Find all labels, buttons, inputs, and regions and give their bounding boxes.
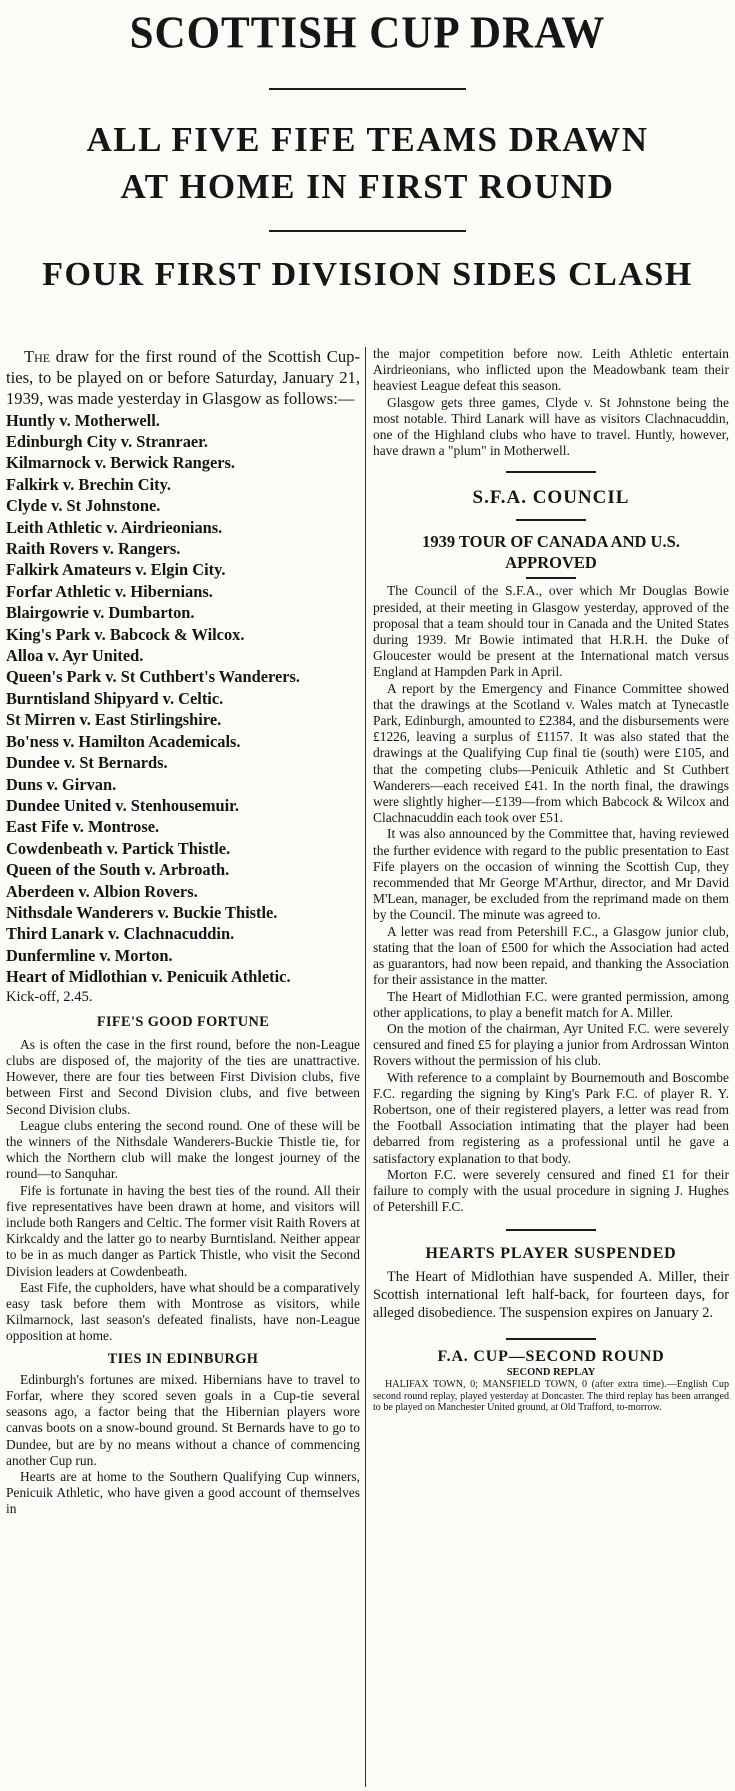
continuation-paragraph: the major competition before now. Leith Athletic entertain Airdrieonians, who inflicted upon the Meadowbank team their heaviest League defeat this season. <box>373 346 729 394</box>
headline: SCOTTISH CUP DRAW <box>129 8 606 59</box>
headline-rule <box>269 88 466 90</box>
facup-paragraph: HALIFAX TOWN, 0; MANSFIELD TOWN, 0 (after extra time).—English Cup second round replay, played yesterday at Doncaster. The third replay has been arranged to be played on Manchester United ground, at Old Trafford, to-morrow. <box>373 1379 729 1414</box>
sfa-paragraph: Morton F.C. were severely censured and fined £1 for their failure to comply with the usual procedure in signing J. Hughes of Petershill F.C. <box>373 1166 729 1215</box>
sfa-paragraph: A report by the Emergency and Finance Committee showed that the drawings at the Scotland v. Wales match at Tynecastle Park, Edinburgh, amounted to £2384, and the disbursements were £1226, leaving a surplus of £1157. It was also stated that the drawings at the Qualifying Cup final tie (south) were £105, and that the competing clubs—Penicuik Athletic and St Cuthbert Wanderers—each received £41. In the north final, the drawings were slightly higher—£139—from which Babcock & Wilcox and Clachnacuddin each took over £51. <box>373 680 729 826</box>
tie-item: Queen of the South v. Arbroath. <box>6 860 230 880</box>
tie-item: Third Lanark v. Clachnacuddin. <box>6 924 235 944</box>
sfa-paragraph: It was also announced by the Committee that, having reviewed the further evidence with regard to the public presentation to East Fife players on the occasion of winning the Scottish Cup, they recommended that Mr George M'Arthur, director, and Mr David M'Lean, manager, be excluded from the reprimand made on them by the Council. The minute was agreed to. <box>373 826 729 923</box>
right-column <box>373 346 729 1414</box>
fife-paragraph: East Fife, the cupholders, have what should be a comparatively easy task before them with Montrose as visitors, while Kilmarnock, last season's defeated finalists, have non-League opposition at home. <box>6 1279 360 1344</box>
sfa-article <box>373 583 729 1215</box>
tie-item: Burntisland Shipyard v. Celtic. <box>6 688 224 708</box>
sfa-bottom-rule <box>516 519 586 521</box>
tie-item: Kilmarnock v. Berwick Rangers. <box>6 453 235 473</box>
tie-item: Leith Athletic v. Airdrieonians. <box>6 517 223 537</box>
fife-paragraph: As is often the case in the first round, before the non-League clubs are disposed of, the majority of the ties are unattractive. However, there are four ties between First Division clubs, five between First and Second Division clubs, and five between Second Division clubs. <box>6 1036 360 1117</box>
ties-list <box>6 410 360 988</box>
intro-paragraph <box>6 346 360 410</box>
glasgow-paragraph: Glasgow gets three games, Clyde v. St Johnstone being the most notable. Third Lanark will have as visitors Clachnacuddin, one of the Highland clubs who have to travel. Huntly, however, have drawn a "plum" in Motherwell. <box>373 394 729 459</box>
tie-item: Dunfermline v. Morton. <box>6 945 173 965</box>
tie-item: King's Park v. Babcock & Wilcox. <box>6 624 245 644</box>
sfa-paragraph: The Heart of Midlothian F.C. were granted permission, among other applications, to play a benefit match for A. Miller. <box>373 988 729 1020</box>
sfa-subheading: 1939 TOUR OF CANADA AND U.S. APPROVED <box>422 532 680 573</box>
tie-item: Queen's Park v. St Cuthbert's Wanderers. <box>6 667 300 687</box>
tie-item: Blairgowrie v. Dumbarton. <box>6 603 195 623</box>
tie-item: Alloa v. Ayr United. <box>6 646 144 666</box>
tie-item: Duns v. Girvan. <box>6 774 117 794</box>
subheadline-1: ALL FIVE FIFE TEAMS DRAWN AT HOME IN FIRST ROUND <box>86 120 649 206</box>
sfa-paragraph: The Council of the S.F.A., over which Mr Douglas Bowie presided, at their meeting in Glasgow yesterday, approved of the proposal that a team should tour in Canada and the United States during 1939. Mr Bowie intimated that H.R.H. the Duke of Gloucester would be present at the International match versus England at Hampden Park in April. <box>373 583 729 680</box>
facup-heading: F.A. CUP—SECOND ROUND <box>437 1348 665 1366</box>
tie-item: Cowdenbeath v. Partick Thistle. <box>6 838 231 858</box>
tie-item: Heart of Midlothian v. Penicuik Athletic. <box>6 967 291 987</box>
hearts-suspended-paragraph: The Heart of Midlothian have suspended A. Miller, their Scottish international left half-back, for fourteen days, for alleged disobedience. The suspension expires on January 2. <box>373 1269 729 1321</box>
tie-item: Edinburgh City v. Stranraer. <box>6 432 209 452</box>
intro-text: draw for the first round of the Scottish Cup-ties, to be played on or before Saturday, January 21, 1939, was made yesterday in Glasgow as follows:— <box>6 347 360 409</box>
sfa-paragraph: A letter was read from Petershill F.C., a Glasgow junior club, stating that the loan of £500 for which the Association had acted as guarantors, had now been repaid, and thanking the Association for their assistance in the matter. <box>373 923 729 988</box>
tie-item: Falkirk Amateurs v. Elgin City. <box>6 560 226 580</box>
tie-item: Forfar Athletic v. Hibernians. <box>6 581 213 601</box>
sfa-top-rule <box>506 471 596 473</box>
tie-item: Dundee v. St Bernards. <box>6 753 168 773</box>
intro-lead-word: The <box>24 347 51 366</box>
subheadline-2: FOUR FIRST DIVISION SIDES CLASH <box>42 256 693 293</box>
fife-heading: FIFE'S GOOD FORTUNE <box>96 1013 270 1030</box>
edinburgh-heading: TIES IN EDINBURGH <box>107 1350 259 1367</box>
facup-top-rule <box>506 1338 596 1340</box>
tie-item: Huntly v. Motherwell. <box>6 410 160 430</box>
tie-item: Falkirk v. Brechin City. <box>6 474 171 494</box>
hearts-top-rule <box>506 1229 596 1231</box>
sfa-sub-rule <box>526 577 576 579</box>
left-column <box>6 346 360 1518</box>
sfa-paragraph: On the motion of the chairman, Ayr United F.C. were severely censured and fined £5 for playing a junior from Ardrossan Winton Rovers without the permission of his club. <box>373 1020 729 1069</box>
sfa-heading: S.F.A. COUNCIL <box>472 487 630 509</box>
fife-paragraph: Fife is fortunate in having the best ties of the round. All their five representatives have been drawn at home, and visitors will include both Rangers and Celtic. The former visit Raith Rovers at Kirkcaldy and the latter go to nearby Burntisland. Neither appear to be in as much danger as Partick Thistle, who visit the Second Division leaders at Cowdenbeath. <box>6 1182 360 1279</box>
column-divider <box>365 347 366 1787</box>
tie-item: Clyde v. St Johnstone. <box>6 496 161 516</box>
hearts-suspended-heading: HEARTS PLAYER SUSPENDED <box>425 1245 677 1263</box>
tie-item: St Mirren v. East Stirlingshire. <box>6 710 222 730</box>
tie-item: Aberdeen v. Albion Rovers. <box>6 881 198 901</box>
tie-item: Nithsdale Wanderers v. Buckie Thistle. <box>6 902 278 922</box>
tie-item: East Fife v. Montrose. <box>6 817 160 837</box>
hearts-home-paragraph: Hearts are at home to the Southern Qualifying Cup winners, Penicuik Athletic, who have given a good account of themselves in <box>6 1468 360 1517</box>
tie-item: Raith Rovers v. Rangers. <box>6 539 181 559</box>
tie-item: Bo'ness v. Hamilton Academicals. <box>6 731 241 751</box>
subheadline-rule <box>269 230 466 232</box>
tie-item: Dundee United v. Stenhousemuir. <box>6 795 240 815</box>
edinburgh-paragraph: Edinburgh's fortunes are mixed. Hibernians have to travel to Forfar, where they scored seven goals in a Cup-tie several seasons ago, a factor being that the Hibernian players wore canvas boots on a snow-bound ground. St Bernards have to go to Dundee, but are by no means without a chance of commencing another Cup run. <box>6 1371 360 1468</box>
fife-article <box>6 1037 360 1345</box>
facup-subheading: SECOND REPLAY <box>506 1367 596 1379</box>
sfa-paragraph: With reference to a complaint by Bournemouth and Boscombe F.C. regarding the signing by King's Park F.C. of player R. Y. Robertson, one of their registered players, a letter was read from the Football Association intimating that the player had been debarred from registering as a professional until he gave a satisfactory explanation to that body. <box>373 1069 729 1166</box>
fife-paragraph: League clubs entering the second round. One of these will be the winners of the Nithsdale Wanderers-Buckie Thistle tie, for which the Northern club will make the longest journey of the round—to Sanquhar. <box>6 1117 360 1182</box>
kickoff-time: Kick-off, 2.45. <box>6 988 93 1005</box>
